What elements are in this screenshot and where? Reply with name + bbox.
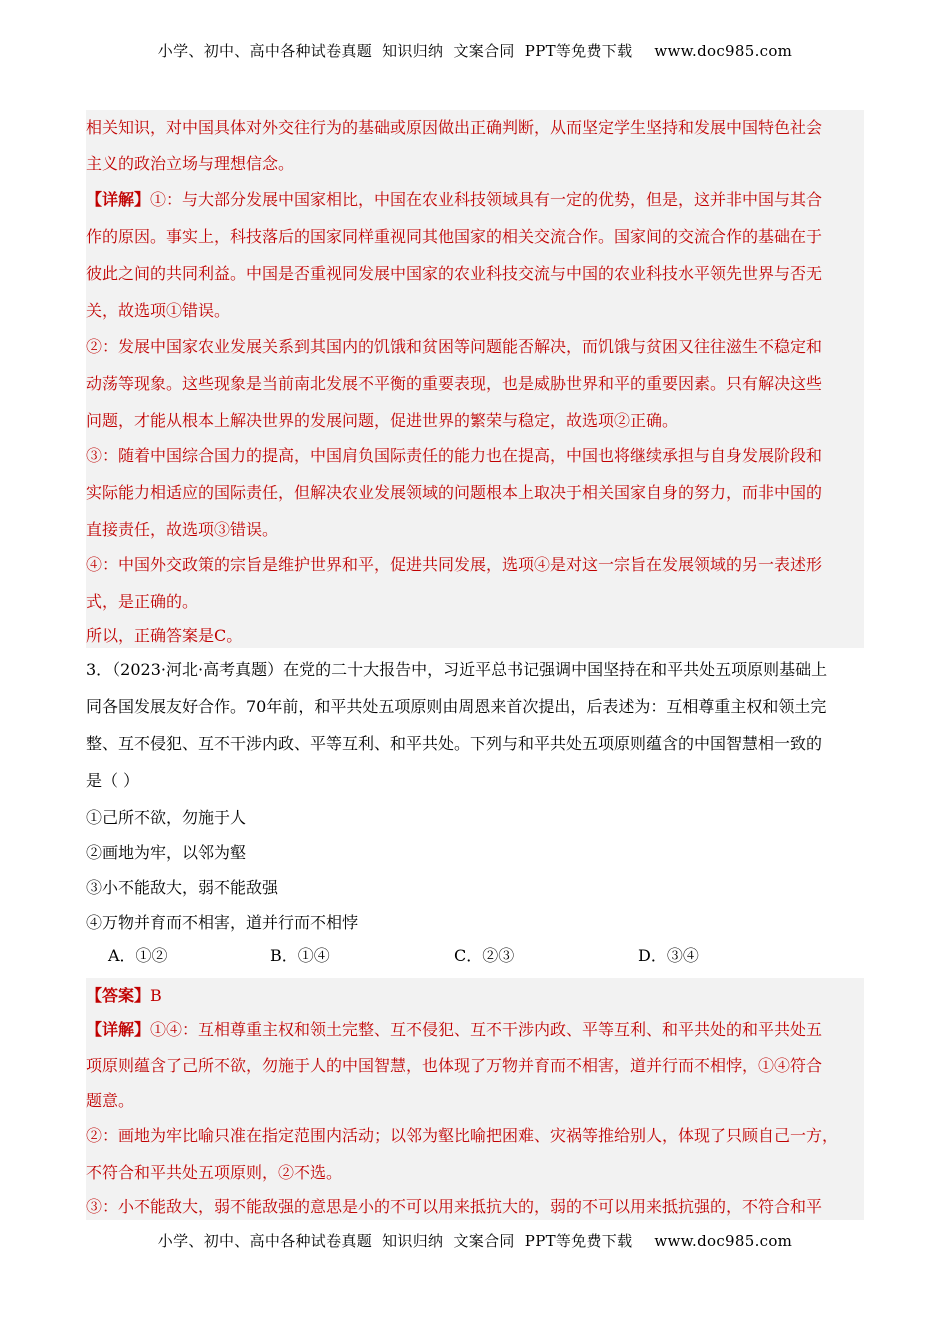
explanation-line: 相关知识，对中国具体对外交往行为的基础或原因做出正确判断，从而坚定学生坚持和发展中国特色社会 — [86, 118, 823, 137]
explanation-line: 项原则蕴含了己所不欲，勿施于人的中国智慧，也体现了万物并育而不相害，道并行而不相悖，①④符合 — [86, 1056, 823, 1075]
explanation-line: 直接责任，故选项③错误。 — [86, 520, 279, 539]
answer-tag: 【答案】 — [86, 986, 151, 1005]
page-footer — [0, 1230, 950, 1251]
question-stem-line: 是（ ） — [86, 771, 140, 790]
question-stem-line: 整、互不侵犯、互不干涉内政、平等互利、和平共处。下列与和平共处五项原则蕴含的中国智慧相一致的 — [86, 734, 823, 753]
answer-value: B — [150, 986, 162, 1005]
detail-tag: 【详解】 — [86, 190, 151, 209]
question-stem-line: 3．（2023·河北·高考真题）在党的二十大报告中，习近平总书记强调中国坚持在和平共处五项原则基础上 — [86, 660, 828, 679]
explanation-line: ④：中国外交政策的宗旨是维护世界和平，促进共同发展，选项④是对这一宗旨在发展领域的另一表述形 — [86, 555, 823, 574]
explanation-line: 问题，才能从根本上解决世界的发展问题，促进世界的繁荣与稳定，故选项②正确。 — [86, 411, 679, 430]
statement-item: ②画地为牢，以邻为壑 — [86, 843, 247, 862]
detail-tag: 【详解】 — [86, 1020, 151, 1039]
option-b[interactable]: B．①④ — [270, 946, 330, 965]
explanation-line: 题意。 — [86, 1091, 135, 1110]
answer-block-q3 — [86, 978, 864, 1220]
explanation-line: 【详解】①：与大部分发展中国家相比，中国在农业科技领域具有一定的优势，但是，这并非中国与其合 — [86, 190, 823, 209]
header-text: 小学、初中、高中各种试卷真题 知识归纳 文案合同 PPT等免费下载 — [157, 42, 633, 60]
explanation-line: 实际能力相适应的国际责任，但解决农业发展领域的问题根本上取决于相关国家自身的努力，而非中国的 — [86, 483, 823, 502]
statement-item: ①己所不欲，勿施于人 — [86, 808, 247, 827]
explanation-line: 所以，正确答案是C。 — [86, 626, 243, 645]
explanation-line: 【详解】①④：互相尊重主权和领土完整、互不侵犯、互不干涉内政、平等互利、和平共处的和平共处五 — [86, 1020, 823, 1039]
explanation-line: 彼此之间的共同利益。中国是否重视同发展中国家的农业科技交流与中国的农业科技水平领先世界与否无 — [86, 264, 823, 283]
explanation-line: 关，故选项①错误。 — [86, 301, 231, 320]
explanation-line: ②：画地为牢比喻只准在指定范围内活动；以邻为壑比喻把困难、灾祸等推给别人，体现了只顾自己一方， — [86, 1126, 839, 1145]
option-a[interactable]: A．①② — [108, 946, 168, 965]
explanation-block-q2 — [86, 110, 864, 648]
explanation-line: ②：发展中国家农业发展关系到其国内的饥饿和贫困等问题能否解决，而饥饿与贫困又往往滋生不稳定和 — [86, 337, 823, 356]
explanation-line: ③：随着中国综合国力的提高，中国肩负国际责任的能力也在提高，中国也将继续承担与自身发展阶段和 — [86, 446, 823, 465]
header-url[interactable]: www.doc985.com — [654, 42, 793, 60]
option-d[interactable]: D．③④ — [638, 946, 699, 965]
page-header — [0, 40, 950, 61]
answer-line — [86, 978, 162, 1014]
statement-item: ④万物并育而不相害，道并行而不相悖 — [86, 913, 359, 932]
explanation-line: 动荡等现象。这些现象是当前南北发展不平衡的重要表现，也是威胁世界和平的重要因素。只有解决这些 — [86, 374, 823, 393]
statement-item: ③小不能敌大，弱不能敌强 — [86, 878, 279, 897]
explanation-line: 式，是正确的。 — [86, 592, 199, 611]
footer-url[interactable]: www.doc985.com — [654, 1232, 793, 1250]
footer-text: 小学、初中、高中各种试卷真题 知识归纳 文案合同 PPT等免费下载 — [157, 1232, 633, 1250]
question-stem-line: 同各国发展友好合作。70年前，和平共处五项原则由周恩来首次提出，后表述为：互相尊重主权和领土完 — [86, 697, 827, 716]
answer-options — [86, 938, 876, 974]
explanation-line: 不符合和平共处五项原则，②不选。 — [86, 1163, 343, 1182]
option-c[interactable]: C．②③ — [454, 946, 515, 965]
explanation-line: 主义的政治立场与理想信念。 — [86, 154, 295, 173]
explanation-line: ③：小不能敌大，弱不能敌强的意思是小的不可以用来抵抗大的，弱的不可以用来抵抗强的，不符合和平 — [86, 1197, 823, 1216]
explanation-line: 作的原因。事实上，科技落后的国家同样重视同其他国家的相关交流合作。国家间的交流合作的基础在于 — [86, 227, 823, 246]
